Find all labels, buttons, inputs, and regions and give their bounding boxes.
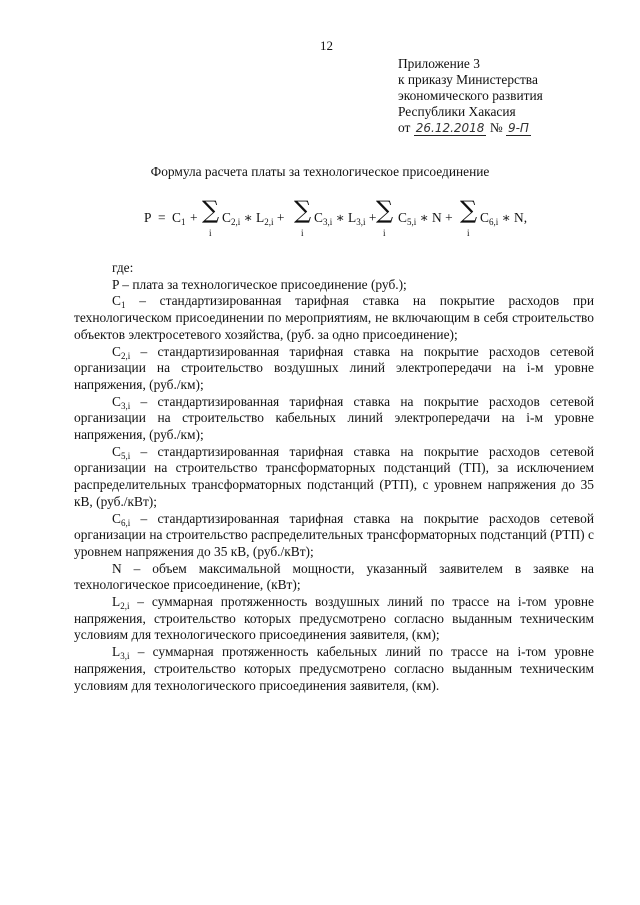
appendix-line-1: Приложение 3 <box>398 56 480 71</box>
formula-term-c2-l2: $C_{2,i}$ ∗ $L_{2,i}$ + <box>222 210 285 227</box>
sum-sign-2: ∑ <box>294 196 312 224</box>
sum-sign-1: ∑ <box>202 196 220 224</box>
document-title: Формула расчета платы за технологическое присоединение <box>150 164 490 179</box>
number-prefix: № <box>489 120 503 135</box>
fee-formula <box>144 196 584 246</box>
date-prefix: от <box>398 120 411 135</box>
sum-sign-4: ∑ <box>460 196 478 224</box>
appendix-line-2: к приказу Министерства <box>398 72 538 87</box>
appendix-header <box>398 56 543 136</box>
sum-index-2: i <box>301 228 304 238</box>
sum-index-3: i <box>383 228 386 238</box>
legend-n: N – объем максимальной мощности, указанный заявителем в заявке на технологическое присоединение, (кВт); <box>74 560 594 593</box>
legend-c1: $C_1$ – стандартизированная тарифная ставка на покрытие расходов при технологическом присоединении по мероприятиям, не включающим в себя строительство объектов электросетевого хозяйства, (руб. за одно присоединение); <box>74 293 594 342</box>
appendix-line-3: экономического развития <box>398 88 543 103</box>
sum-index-1: i <box>209 228 212 238</box>
sum-sign-3: ∑ <box>376 196 394 224</box>
legend-where: где: <box>112 260 134 275</box>
formula-lhs: P <box>144 210 152 225</box>
formula-equals: = <box>158 210 166 225</box>
formula-term-c5-n: $C_{5,i}$ ∗ N + <box>398 210 453 227</box>
handwritten-number: 9-П <box>507 121 529 135</box>
legend-c5: $C_{5,i}$ – стандартизированная тарифная ставка на покрытие расходов сетевой организации на строительство трансформаторных подстанций (ТП), за исключением распределительных трансформаторных подстанций (РТП), с уровнем напряжения до 35 кВ, (руб./кВт); <box>74 443 594 509</box>
sum-index-4: i <box>467 228 470 238</box>
formula-legend <box>74 260 594 694</box>
legend-c3: $C_{3,i}$ – стандартизированная тарифная ставка на покрытие расходов сетевой организации на строительство кабельных линий электропередачи на i-м уровне напряжения, (руб./км); <box>74 393 594 443</box>
legend-c2: $C_{2,i}$ – стандартизированная тарифная ставка на покрытие расходов сетевой организации на строительство воздушных линий электропередачи на i-м уровне напряжения, (руб./км); <box>74 343 594 392</box>
appendix-line-4: Республики Хакасия <box>398 104 516 119</box>
formula-term-c3-l3: $C_{3,i}$ ∗ $L_{3,i}$ + <box>314 210 377 227</box>
legend-c6: $C_{6,i}$ – стандартизированная тарифная ставка на покрытие расходов сетевой организации на строительство распределительных трансформаторных подстанций (РТП) с уровнем напряжения до 35 кВ, (руб./кВт); <box>74 510 594 559</box>
legend-p: P – плата за технологическое присоединение (руб.); <box>112 276 407 292</box>
handwritten-date: 26.12.2018 <box>415 121 485 135</box>
formula-term-c6-n: $C_{6,i}$ ∗ N, <box>480 210 528 227</box>
order-date-number-line <box>398 120 543 136</box>
legend-l3: $L_{3,i}$ – суммарная протяженность кабельных линий по трассе на i-том уровне напряжения, строительство которых предусмотрено согласно выданным техническим условиям для технологического присоединения заявителя, (км). <box>74 644 594 693</box>
formula-plus: + <box>190 210 198 225</box>
legend-l2: $L_{2,i}$ – суммарная протяженность воздушных линий по трассе на i-том уровне напряжения, строительство которых предусмотрено согласно выданным техническим условиям для технологического присоединения заявителя, (км); <box>74 594 594 643</box>
formula-term-c1: $C_1$ <box>172 210 186 227</box>
page-number: 12 <box>320 38 333 53</box>
